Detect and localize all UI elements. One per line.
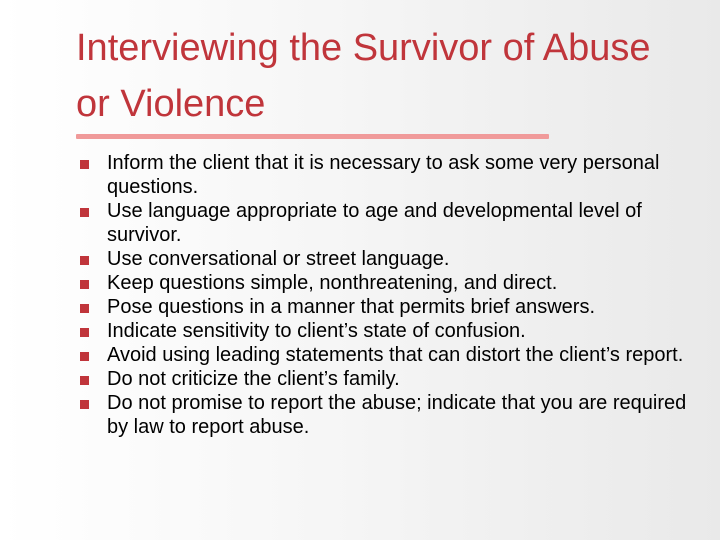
square-bullet-icon (80, 208, 89, 217)
bullet-text: Use language appropriate to age and developmental level of survivor. (107, 200, 642, 246)
bullet-text: Do not promise to report the abuse; indicate that you are required by law to report abuse. (107, 392, 687, 438)
square-bullet-icon (80, 352, 89, 361)
list-item (78, 199, 703, 247)
list-item (78, 319, 703, 343)
square-bullet-icon (80, 160, 89, 169)
bullet-text: Inform the client that it is necessary to ask some very personal questions. (107, 152, 660, 198)
square-bullet-icon (80, 376, 89, 385)
list-item (78, 151, 703, 199)
title-divider (76, 134, 549, 139)
square-bullet-icon (80, 328, 89, 337)
square-bullet-icon (80, 280, 89, 289)
list-item (78, 295, 703, 319)
bullet-text: Indicate sensitivity to client’s state of confusion. (107, 320, 526, 342)
square-bullet-icon (80, 304, 89, 313)
list-item (78, 271, 703, 295)
list-item (78, 247, 703, 271)
list-item (78, 391, 703, 439)
bullet-list (78, 151, 703, 439)
bullet-text: Use conversational or street language. (107, 248, 450, 270)
square-bullet-icon (80, 256, 89, 265)
bullet-text: Do not criticize the client’s family. (107, 368, 400, 390)
bullet-text: Pose questions in a manner that permits brief answers. (107, 296, 596, 318)
slide-title: Interviewing the Survivor of Abuse or Violence (76, 27, 651, 125)
bullet-text: Keep questions simple, nonthreatening, and direct. (107, 272, 558, 294)
square-bullet-icon (80, 400, 89, 409)
list-item (78, 367, 703, 391)
bullet-text: Avoid using leading statements that can distort the client’s report. (107, 344, 684, 366)
list-item (78, 343, 703, 367)
